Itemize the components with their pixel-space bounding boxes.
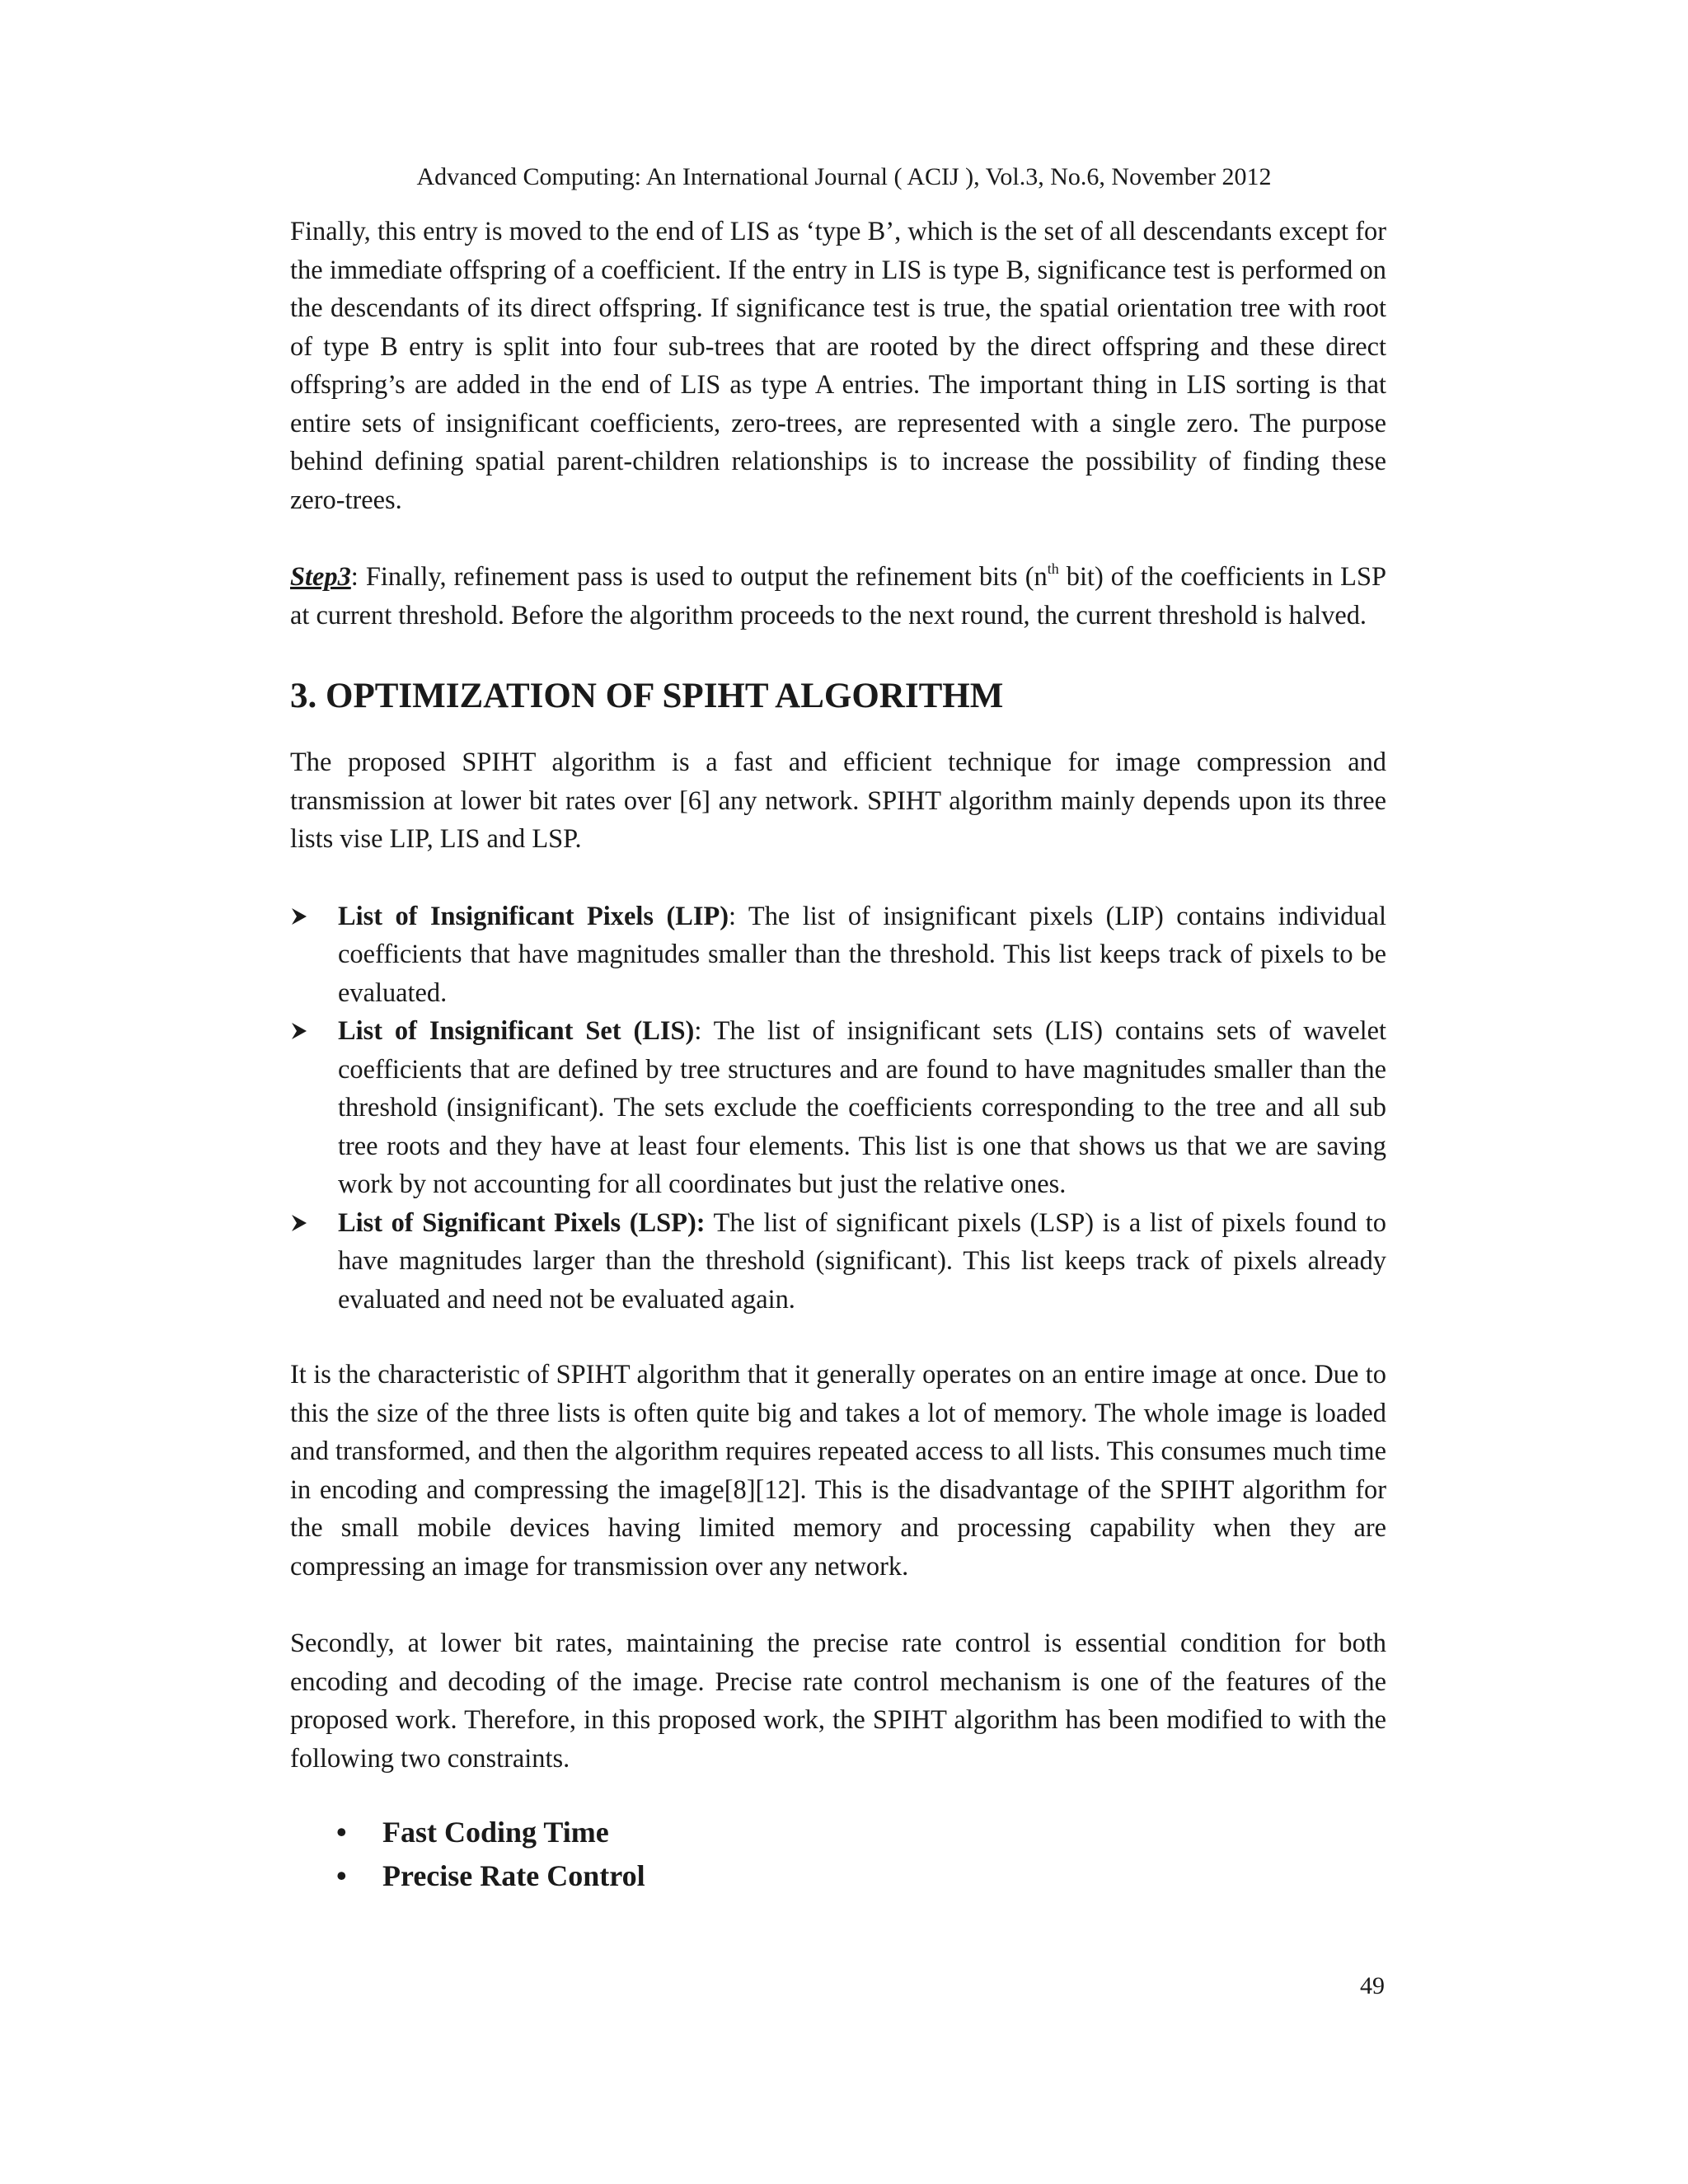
section-heading: 3. OPTIMIZATION OF SPIHT ALGORITHM (290, 677, 1004, 715)
list-term: List of Significant Pixels (LSP): (338, 1207, 706, 1238)
paragraph-secondly: Secondly, at lower bit rates, maintaining the precise rate control is essential condition for both encoding and decoding of the image. Precise rate control mechanism is one of the features of the proposed work. Therefore, in this proposed work, the SPIHT algorithm has been modified to with the following two constraints. (290, 1629, 1386, 1774)
section-intro-paragraph: The proposed SPIHT algorithm is a fast and efficient technique for image compression and transmission at lower bit rates over [6] any network. SPIHT algorithm mainly depends upon its three lists vise LIP, LIS and LSP. (290, 748, 1386, 854)
list-description: : The list of insignificant pixels (LIP) contains individual coefficients that have magnitudes smaller than the threshold. This list keeps track of pixels to be evaluated. (338, 901, 1386, 1008)
paragraph-lis-type-b: Finally, this entry is moved to the end of LIS as ‘type B’, which is the set of all descendants except for the immediate offspring of a coefficient. If the entry in LIS is type B, significance test is performed on the descendants of its direct offspring. If significance test is true, the spatial orientation tree with root of type B entry is split into four sub-trees that are rooted by the direct offspring and these direct offspring’s are added in the end of LIS as type A entries. The important thing in LIS sorting is that entire sets of insignificant coefficients, zero-trees, are represented with a single zero. The purpose behind defining spatial parent-children relationships is to increase the possibility of finding these zero-trees. (290, 217, 1386, 515)
list-item-lip (290, 898, 1386, 1013)
paragraph-step3 (290, 558, 1386, 635)
constraint-label: Precise Rate Control (382, 1859, 645, 1892)
spiht-lists (290, 898, 1386, 1319)
list-item-lsp (290, 1204, 1386, 1319)
arrowhead-icon (290, 1204, 315, 1242)
constraints-list (290, 1811, 1386, 1898)
constraint-label: Fast Coding Time (382, 1816, 609, 1849)
list-term: List of Insignificant Pixels (LIP) (338, 901, 729, 931)
list-term: List of Insignificant Set (LIS) (338, 1016, 695, 1046)
page-content (290, 213, 1386, 1898)
list-description: The list of significant pixels (LSP) is a list of pixels found to have magnitudes larger than the threshold (significant). This list keeps track of pixels already evaluated and need not be evaluated again. (338, 1207, 1386, 1315)
list-item-lis (290, 1012, 1386, 1204)
bullet-icon: • (336, 1859, 347, 1892)
constraint-item (336, 1811, 1386, 1854)
constraint-item (336, 1854, 1386, 1898)
list-description: : The list of insignificant sets (LIS) contains sets of wavelet coefficients that are defined by tree structures and are found to have magnitudes smaller than the threshold (insignificant). The sets exclude the coefficients corresponding to the tree and all sub tree roots and they have at least four elements. This list is one that shows us that we are saving work by not accounting for all coordinates but just the relative ones. (338, 1016, 1386, 1199)
bullet-icon: • (336, 1816, 347, 1849)
step3-label: Step3 (290, 562, 351, 592)
step3-text-a: : Finally, refinement pass is used to output the refinement bits (n (350, 562, 1048, 592)
page-number: 49 (1360, 1972, 1385, 1999)
running-header: Advanced Computing: An International Journal ( ACIJ ), Vol.3, No.6, November 2012 (416, 163, 1272, 190)
arrowhead-icon (290, 1012, 315, 1050)
arrowhead-icon (290, 898, 315, 935)
step3-superscript: th (1047, 560, 1059, 577)
paragraph-characteristic: It is the characteristic of SPIHT algorithm that it generally operates on an entire image at once. Due to this the size of the three lists is often quite big and takes a lot of memory. The whole image is loaded and transformed, and then the algorithm requires repeated access to all lists. This consumes much time in encoding and compressing the image[8][12]. This is the disadvantage of the SPIHT algorithm for the small mobile devices having limited memory and processing capability when they are compressing an image for transmission over any network. (290, 1360, 1386, 1582)
step3-text-b: bit) of the coefficients in LSP at current threshold. Before the algorithm proceeds to the next round, the current threshold is halved. (290, 562, 1386, 630)
